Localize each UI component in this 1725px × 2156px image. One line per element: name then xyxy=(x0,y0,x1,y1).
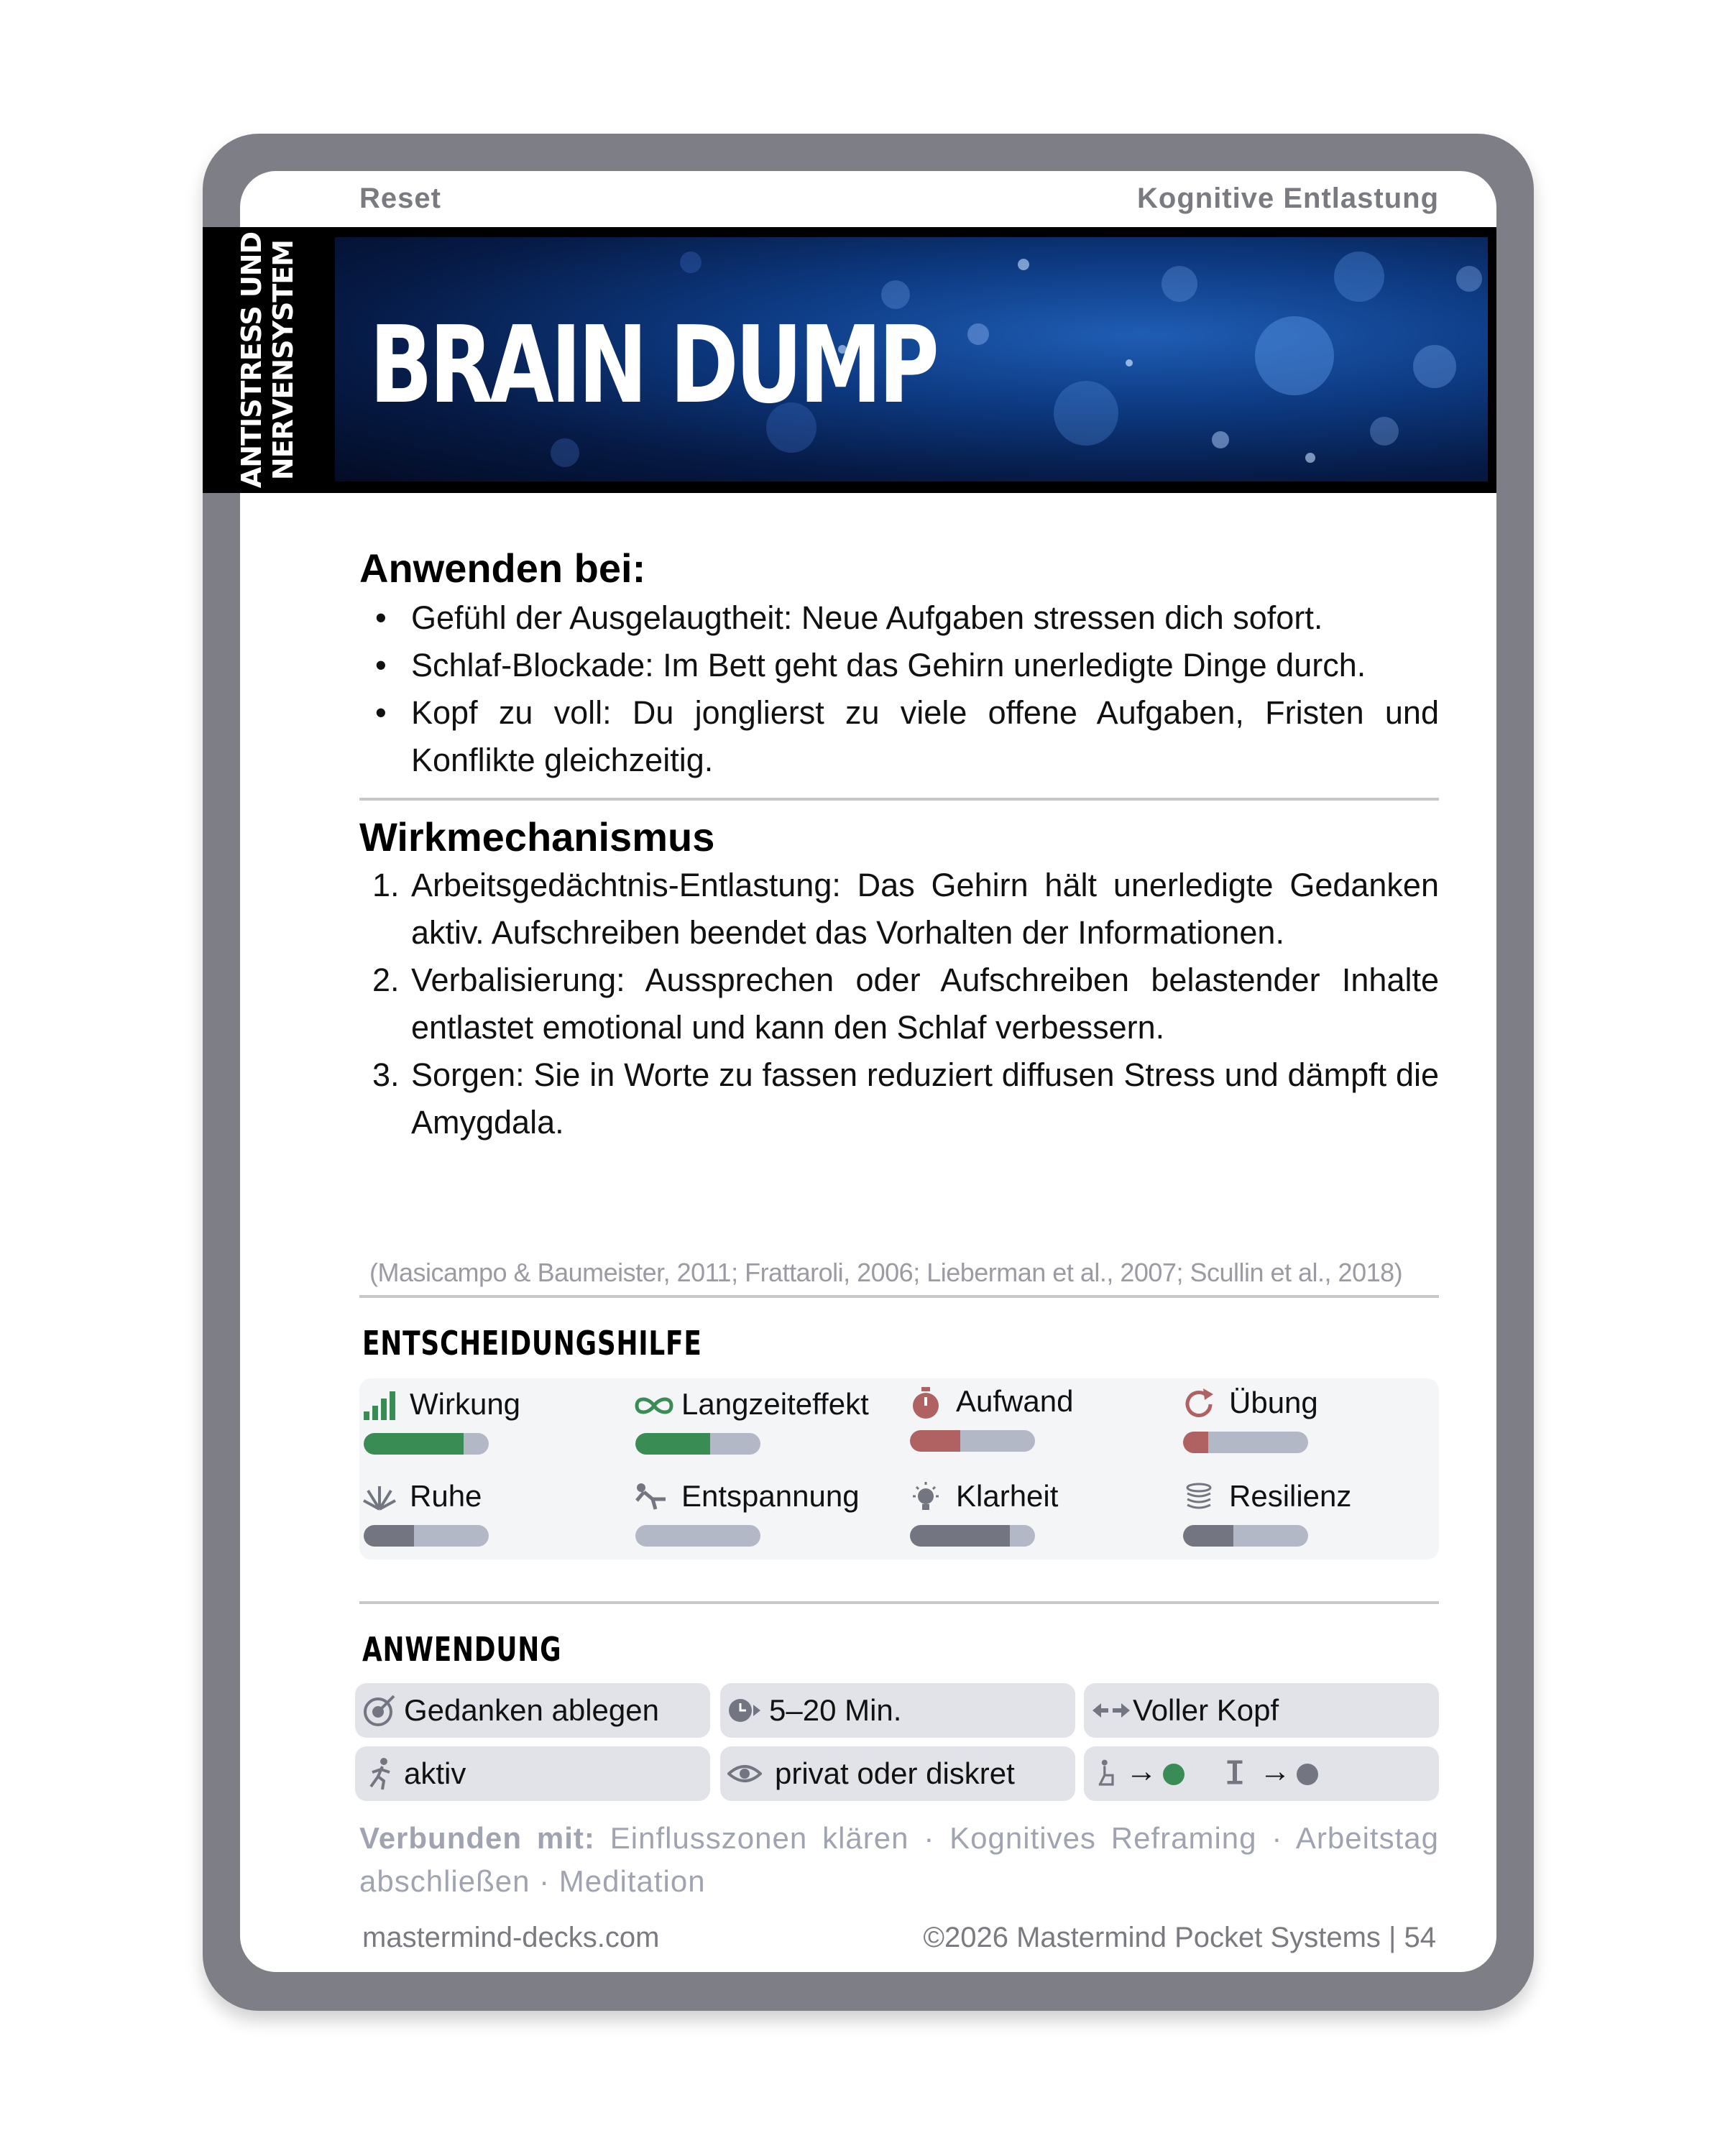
metric-bar xyxy=(1183,1525,1308,1547)
section-divider xyxy=(359,798,1439,801)
stopwatch-icon xyxy=(908,1386,943,1420)
pill-state xyxy=(1084,1683,1439,1738)
clock-arrow-icon xyxy=(727,1693,762,1728)
metric-label: Entspannung xyxy=(681,1479,860,1513)
metric-klarheit xyxy=(906,1476,1164,1562)
mechanism-list xyxy=(359,862,1439,1146)
metric-ruhe xyxy=(359,1476,618,1562)
category-label: Reset xyxy=(359,183,441,214)
metric-label: Wirkung xyxy=(410,1387,521,1421)
metric-resilienz xyxy=(1179,1476,1438,1562)
bokeh-banner-image xyxy=(335,237,1488,482)
seated-person-icon xyxy=(1095,1758,1118,1788)
related-list[interactable]: Einflusszonen klären · Kognitives Reframing · Arbeitstag abschließen · Meditation xyxy=(359,1821,1439,1898)
status-dot-gray xyxy=(1297,1764,1318,1785)
mechanism-heading: Wirkmechanismus xyxy=(359,814,715,860)
metric-langzeiteffekt xyxy=(631,1384,890,1470)
metric-fill xyxy=(910,1525,1010,1547)
metric-bar xyxy=(910,1525,1035,1547)
side-tab-text xyxy=(236,232,299,488)
pill-setting xyxy=(720,1746,1075,1801)
item-text: Sorgen: Sie in Worte zu fassen reduziert diffusen Stress und dämpft die Amygdala. xyxy=(411,1056,1439,1141)
side-tab-line: NERVENSYSTEM xyxy=(267,239,299,481)
pill-text: privat oder diskret xyxy=(775,1756,1015,1790)
running-person-icon xyxy=(362,1756,397,1791)
transition-arrow: → xyxy=(1126,1754,1157,1789)
metric-fill xyxy=(1183,1525,1233,1547)
metric-bar xyxy=(364,1525,489,1547)
card-title: BRAIN DUMP xyxy=(369,303,937,427)
footer-copyright: ©2026 Mastermind Pocket Systems | 54 xyxy=(923,1922,1436,1953)
standing-desk-icon xyxy=(1226,1758,1243,1787)
apply-list xyxy=(359,594,1439,784)
apply-section xyxy=(359,545,1439,784)
metric-bar xyxy=(635,1433,760,1455)
apply-item: • Schlaf-Blockade: Im Bett geht das Gehirn unerledigte Dinge durch. xyxy=(359,642,1439,689)
metric-fill xyxy=(635,1433,710,1455)
item-text: Arbeitsgedächtnis-Entlastung: Das Gehirn hält unerledigte Gedanken aktiv. Aufschreiben beendet das Vorhalten der Informationen. xyxy=(411,867,1439,951)
transition-arrow: → xyxy=(1259,1754,1291,1789)
infinity-icon xyxy=(634,1388,674,1423)
header-band xyxy=(203,227,1496,493)
double-arrow-icon xyxy=(1091,1693,1131,1728)
metric-aufwand xyxy=(906,1381,1164,1468)
apply-heading: Anwenden bei: xyxy=(359,545,646,591)
related-links xyxy=(359,1817,1439,1903)
section-divider xyxy=(359,1295,1439,1298)
application-heading: ANWENDUNG xyxy=(362,1630,562,1669)
status-dot-green xyxy=(1163,1764,1184,1785)
metric-uebung xyxy=(1179,1383,1438,1469)
metric-bar xyxy=(1183,1432,1308,1453)
target-icon xyxy=(362,1693,397,1728)
metric-fill xyxy=(1183,1432,1208,1453)
item-number: 2. xyxy=(372,962,400,998)
item-number: 1. xyxy=(372,867,400,903)
metric-fill xyxy=(364,1433,464,1455)
pill-text: 5–20 Min. xyxy=(769,1693,902,1727)
mechanism-item xyxy=(359,862,1439,957)
metric-label: Langzeiteffekt xyxy=(681,1387,869,1421)
pill-mode xyxy=(355,1746,710,1801)
metric-fill xyxy=(910,1430,960,1452)
refresh-icon xyxy=(1182,1387,1216,1422)
metric-fill xyxy=(364,1525,414,1547)
metric-label: Aufwand xyxy=(956,1384,1074,1418)
apply-item: • Kopf zu voll: Du jonglierst zu viele offene Aufgaben, Fristen und Konflikte gleichzeitig. xyxy=(359,689,1439,784)
pill-text: aktiv xyxy=(404,1756,466,1790)
reclining-person-icon xyxy=(634,1480,668,1515)
coin-stack-icon xyxy=(1182,1480,1216,1515)
mechanism-item xyxy=(359,957,1439,1051)
mechanism-item xyxy=(359,1051,1439,1146)
decision-heading: ENTSCHEIDUNGSHILFE xyxy=(362,1324,702,1363)
lightbulb-icon xyxy=(908,1480,943,1515)
signal-bars-icon xyxy=(362,1388,397,1423)
metric-bar xyxy=(635,1525,760,1547)
mechanism-section xyxy=(359,814,1439,1146)
metric-wirkung xyxy=(359,1384,618,1470)
pill-purpose xyxy=(355,1683,710,1738)
category-side-tab xyxy=(203,227,332,493)
item-text: Verbalisierung: Aussprechen oder Aufschreiben belastender Inhalte entlastet emotional und kann den Schlaf verbessern. xyxy=(411,962,1439,1046)
metric-bar xyxy=(910,1430,1035,1452)
side-tab-line: ANTISTRESS UND xyxy=(236,231,267,489)
pill-transitions xyxy=(1084,1746,1439,1801)
grass-icon xyxy=(362,1480,397,1515)
metric-label: Resilienz xyxy=(1229,1479,1352,1513)
metric-label: Klarheit xyxy=(956,1479,1059,1513)
metric-entspannung xyxy=(631,1476,890,1562)
metric-label: Ruhe xyxy=(410,1479,482,1513)
section-divider xyxy=(359,1601,1439,1604)
card-topbar xyxy=(240,171,1496,229)
pill-duration xyxy=(720,1683,1075,1738)
eye-icon xyxy=(727,1756,762,1791)
footer-website[interactable]: mastermind-decks.com xyxy=(362,1922,660,1953)
metric-bar xyxy=(364,1433,489,1455)
subcategory-label: Kognitive Entlastung xyxy=(1137,183,1439,214)
pill-text: Voller Kopf xyxy=(1133,1693,1279,1727)
pill-text: Gedanken ablegen xyxy=(404,1693,659,1727)
related-label: Verbunden mit: xyxy=(359,1821,595,1855)
decision-panel xyxy=(359,1378,1439,1560)
item-number: 3. xyxy=(372,1056,400,1093)
citation: (Masicampo & Baumeister, 2011; Frattaroli, 2006; Lieberman et al., 2007; Scullin et al., 2018) xyxy=(369,1258,1403,1287)
metric-label: Übung xyxy=(1229,1386,1318,1419)
apply-item: • Gefühl der Ausgelaugtheit: Neue Aufgaben stressen dich sofort. xyxy=(359,594,1439,642)
